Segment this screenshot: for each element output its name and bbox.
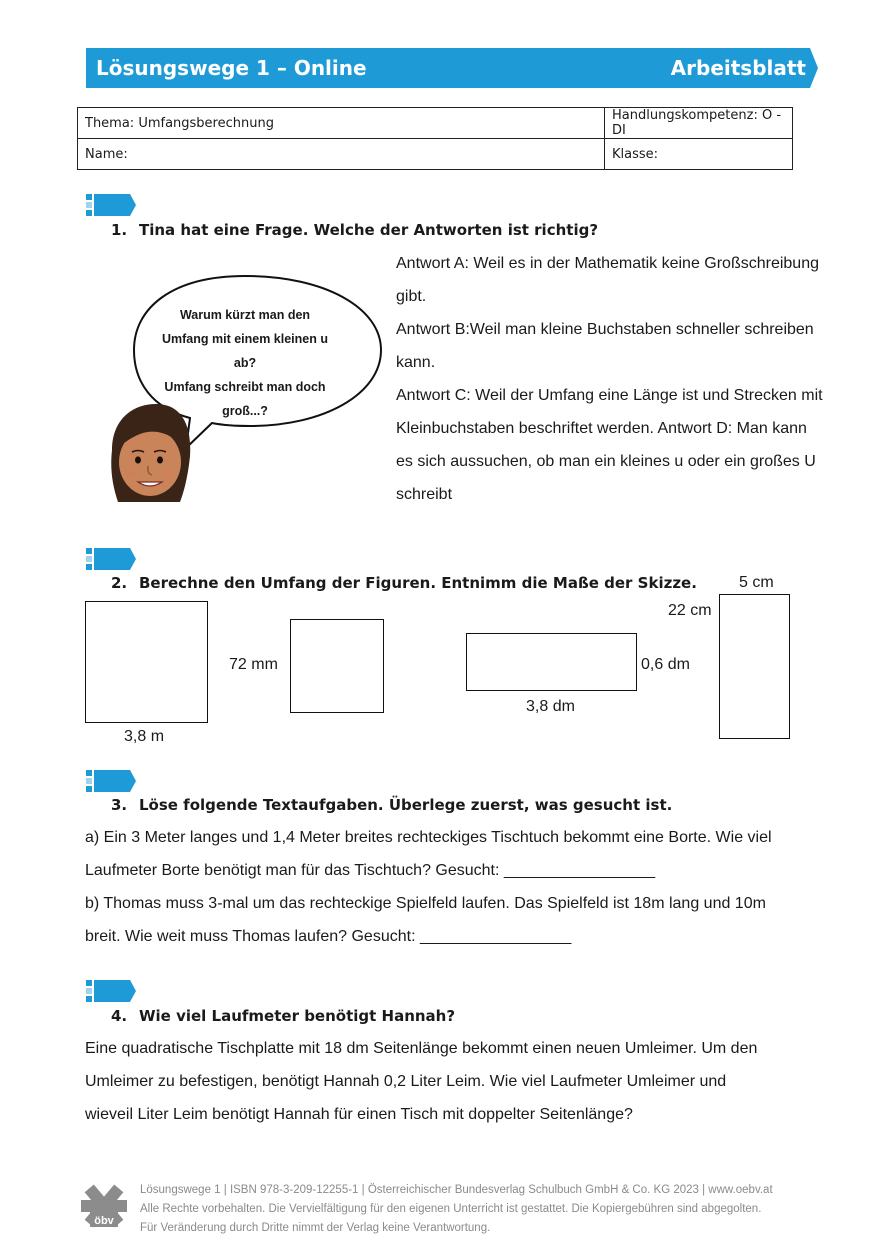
answer-line: Kleinbuchstaben beschriftet werden. Antwort D: Man kann [396, 420, 807, 437]
square-figure-2 [290, 619, 384, 713]
q4-text [85, 1032, 805, 1131]
answer-line: es sich aussuchen, ob man ein kleines u oder ein großes U [396, 453, 816, 470]
section-marker-icon [86, 980, 136, 1002]
q3-heading [111, 796, 672, 814]
rect1-height-label: 0,6 dm [641, 656, 690, 673]
answer-line: Antwort C: Weil der Umfang eine Länge ist und Strecken mit [396, 387, 823, 404]
answer-line: Antwort B:Weil man kleine Buchstaben schneller schreiben [396, 321, 814, 338]
q4-title: Wie viel Laufmeter benötigt Hannah? [139, 1007, 456, 1025]
q4-heading [111, 1007, 455, 1025]
speech-bubble-text [150, 303, 340, 423]
rect2-width-label: 5 cm [739, 574, 774, 591]
oebv-logo-icon [80, 1181, 130, 1231]
header-title: Lösungswege 1 – Online [96, 56, 367, 80]
rect2-height-label: 22 cm [668, 602, 712, 619]
q3-number: 3. [111, 796, 128, 814]
q4-line: wieveil Liter Leim benötigt Hannah für einen Tisch mit doppelter Seitenlänge? [85, 1106, 633, 1123]
q4-line: Umleimer zu befestigen, benötigt Hannah 0,2 Liter Leim. Wie viel Laufmeter Umleimer und [85, 1073, 727, 1090]
footer-line: Lösungswege 1 | ISBN 978-3-209-12255-1 | Österreichischer Bundesverlag Schulbuch GmbH & Co. KG 2023 | www.oebv.at [140, 1184, 773, 1196]
q2-heading [111, 574, 697, 592]
class-cell[interactable]: Klasse: [605, 139, 793, 170]
footer [140, 1181, 773, 1238]
q2-number: 2. [111, 574, 128, 592]
speech-line: Umfang mit einem kleinen u ab? [161, 332, 328, 370]
q3-line: b) Thomas muss 3-mal um das rechteckige Spielfeld laufen. Das Spielfeld ist 18m lang und 10m [85, 895, 766, 912]
answer-line: kann. [396, 354, 436, 371]
speech-line: Warum kürzt man den [179, 308, 311, 322]
square-figure-1 [85, 601, 208, 723]
speech-line: groß...? [222, 404, 268, 418]
q3-title: Löse folgende Textaufgaben. Überlege zuerst, was gesucht ist. [139, 796, 673, 814]
q1-heading [111, 221, 598, 239]
answer-line: schreibt [396, 486, 453, 503]
footer-line: Alle Rechte vorbehalten. Die Vervielfältigung für den eigenen Unterricht ist gestattet. Die Kopiergebühren sind abgegolten. [140, 1203, 762, 1215]
rectangle-figure-2 [719, 594, 790, 739]
section-marker-icon [86, 548, 136, 570]
logo-text: öbv [94, 1215, 114, 1227]
speech-line: Umfang schreibt man doch [164, 380, 326, 394]
q4-number: 4. [111, 1007, 128, 1025]
q1-answers [396, 247, 856, 511]
section-marker-icon [86, 770, 136, 792]
footer-line: Für Veränderung durch Dritte nimmt der Verlag keine Verantwortung. [140, 1222, 491, 1234]
header-doc-type: Arbeitsblatt [670, 56, 806, 80]
name-cell[interactable]: Name: [78, 139, 605, 170]
answer-line: gibt. [396, 288, 427, 305]
q3-line: a) Ein 3 Meter langes und 1,4 Meter breites rechteckiges Tischtuch bekommt eine Borte. Wie viel [85, 829, 772, 846]
q2-title: Berechne den Umfang der Figuren. Entnimm die Maße der Skizze. [139, 574, 697, 592]
q1-title: Tina hat eine Frage. Welche der Antworten ist richtig? [139, 221, 599, 239]
q3-line: Laufmeter Borte benötigt man für das Tischtuch? Gesucht: _________________ [85, 862, 656, 879]
q3-text [85, 821, 805, 953]
rectangle-figure-1 [466, 633, 637, 691]
competence-cell: Handlungskompetenz: O - DI [605, 108, 793, 139]
answer-line: Antwort A: Weil es in der Mathematik keine Großschreibung [396, 255, 819, 272]
rect1-width-label: 3,8 dm [526, 698, 575, 715]
q4-line: Eine quadratische Tischplatte mit 18 dm Seitenlänge bekommt einen neuen Umleimer. Um den [85, 1040, 758, 1057]
square1-side-label: 3,8 m [124, 728, 165, 745]
q3-line: breit. Wie weit muss Thomas laufen? Gesucht: _________________ [85, 928, 572, 945]
topic-cell: Thema: Umfangsberechnung [78, 108, 605, 139]
section-marker-icon [86, 194, 136, 216]
q1-number: 1. [111, 221, 128, 239]
info-table [77, 107, 793, 170]
square2-side-label: 72 mm [229, 656, 278, 673]
